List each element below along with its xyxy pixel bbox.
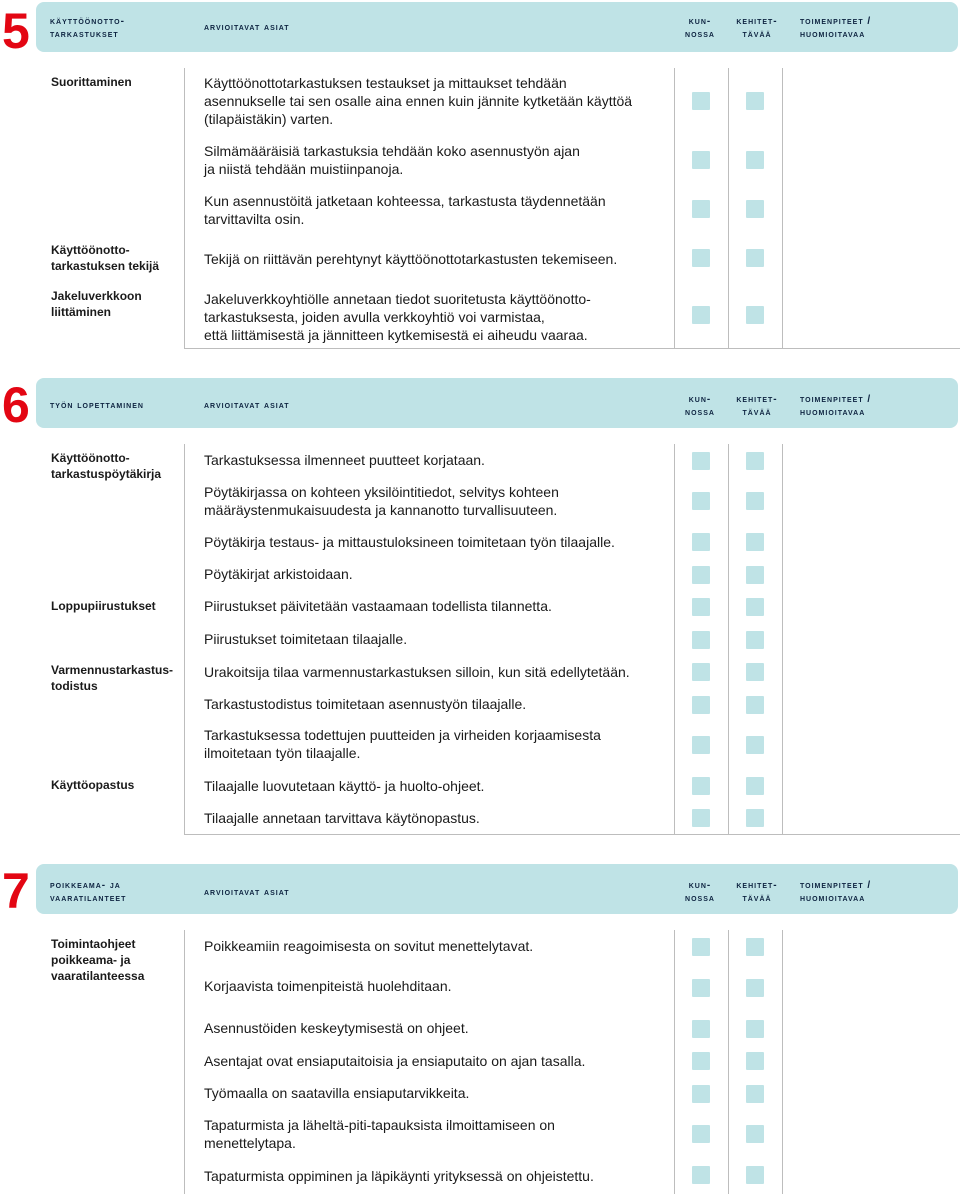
header-kehitettavaa: kehitet- tävää xyxy=(736,394,778,418)
kunnossa-checkbox[interactable] xyxy=(692,1166,710,1184)
kehitettavaa-checkbox[interactable] xyxy=(746,1020,764,1038)
kunnossa-checkbox[interactable] xyxy=(692,777,710,795)
list-item: Tarkastuksessa ilmenneet puutteet korjataan. xyxy=(204,452,485,468)
kehitettavaa-checkbox[interactable] xyxy=(746,663,764,681)
header-toimenpiteet: toimenpiteet / huomioitavaa xyxy=(800,880,872,904)
kehitettavaa-checkbox[interactable] xyxy=(746,452,764,470)
header-items: arvioitavat asiat xyxy=(204,22,290,33)
kunnossa-checkbox[interactable] xyxy=(692,566,710,584)
list-item: Työmaalla on saatavilla ensiaputarvikkeita. xyxy=(204,1085,470,1101)
column-divider xyxy=(782,930,783,1194)
section-7 xyxy=(0,862,960,1194)
header-kehitettavaa: kehitet- tävää xyxy=(736,16,778,40)
list-item: Pöytäkirja testaus- ja mittaustuloksineen toimitetaan työn tilaajalle. xyxy=(204,534,615,550)
list-item: Silmämääräisiä tarkastuksia tehdään koko asennustyön ajan ja niistä tehdään muistiinpanoja. xyxy=(204,143,580,177)
kunnossa-checkbox[interactable] xyxy=(692,533,710,551)
column-divider xyxy=(184,444,185,834)
kehitettavaa-checkbox[interactable] xyxy=(746,566,764,584)
list-item: Tapaturmista ja läheltä-piti-tapauksista ilmoittamiseen on menettelytapa. xyxy=(204,1117,555,1151)
section-6 xyxy=(0,376,960,846)
kunnossa-checkbox[interactable] xyxy=(692,663,710,681)
list-item: Korjaavista toimenpiteistä huolehditaan. xyxy=(204,978,452,994)
header-toimenpiteet: toimenpiteet / huomioitavaa xyxy=(800,394,872,418)
list-item: Tilaajalle annetaan tarvittava käytönopastus. xyxy=(204,810,480,826)
column-divider xyxy=(184,930,185,1194)
section-number: 5 xyxy=(2,3,30,59)
list-item: Tapaturmista oppiminen ja läpikäynti yrityksessä on ohjeistettu. xyxy=(204,1168,594,1184)
kunnossa-checkbox[interactable] xyxy=(692,151,710,169)
header-kunnossa: kun- nossa xyxy=(685,394,715,418)
column-divider xyxy=(782,68,783,348)
list-item: Jakeluverkkoyhtiölle annetaan tiedot suoritetusta käyttöönotto- tarkastuksesta, joiden avulla verkkoyhtiö voi varmistaa, että liittämisestä ja jännitteen kytkemisestä ei aiheudu vaaraa. xyxy=(204,291,591,343)
section-5 xyxy=(0,0,960,360)
list-item: Poikkeamiin reagoimisesta on sovitut menettelytavat. xyxy=(204,938,534,954)
kunnossa-checkbox[interactable] xyxy=(692,1085,710,1103)
kehitettavaa-checkbox[interactable] xyxy=(746,938,764,956)
kehitettavaa-checkbox[interactable] xyxy=(746,1166,764,1184)
header-items: arvioitavat asiat xyxy=(204,400,290,411)
section-header-band xyxy=(36,2,958,52)
list-item: Tarkastustodistus toimitetaan asennustyön tilaajalle. xyxy=(204,696,527,712)
kunnossa-checkbox[interactable] xyxy=(692,452,710,470)
column-divider xyxy=(184,68,185,348)
column-divider xyxy=(674,444,675,834)
kehitettavaa-checkbox[interactable] xyxy=(746,92,764,110)
list-item: Käyttöönottotarkastuksen testaukset ja mittaukset tehdään asennukselle tai sen osalle aina ennen kuin jännite kytketään käyttöä (tilapäistäkin) varten. xyxy=(204,75,633,127)
header-items: arvioitavat asiat xyxy=(204,887,290,898)
header-kunnossa: kun- nossa xyxy=(685,880,715,904)
kunnossa-checkbox[interactable] xyxy=(692,1125,710,1143)
row-divider xyxy=(184,834,960,835)
kehitettavaa-checkbox[interactable] xyxy=(746,777,764,795)
kunnossa-checkbox[interactable] xyxy=(692,306,710,324)
section-number: 6 xyxy=(2,377,30,433)
kehitettavaa-checkbox[interactable] xyxy=(746,1125,764,1143)
kehitettavaa-checkbox[interactable] xyxy=(746,1052,764,1070)
header-category: poikkeama- ja vaaratilanteet xyxy=(50,880,127,904)
list-item: Urakoitsija tilaa varmennustarkastuksen silloin, kun sitä edellytetään. xyxy=(204,664,630,680)
kunnossa-checkbox[interactable] xyxy=(692,1020,710,1038)
kehitettavaa-checkbox[interactable] xyxy=(746,696,764,714)
section-header-band xyxy=(36,378,958,428)
kunnossa-checkbox[interactable] xyxy=(692,938,710,956)
column-divider xyxy=(728,68,729,348)
category-label: Käyttöopastus xyxy=(51,778,135,792)
kehitettavaa-checkbox[interactable] xyxy=(746,533,764,551)
header-category: käyttöönotto- tarkastukset xyxy=(50,16,125,40)
list-item: Pöytäkirjassa on kohteen yksilöintitiedot, selvitys kohteen määräystenmukaisuudesta ja kannanotto turvallisuuteen. xyxy=(204,484,559,518)
kehitettavaa-checkbox[interactable] xyxy=(746,979,764,997)
section-number: 7 xyxy=(2,863,30,919)
kunnossa-checkbox[interactable] xyxy=(692,1052,710,1070)
column-divider xyxy=(728,444,729,834)
section-header-band xyxy=(36,864,958,914)
list-item: Tekijä on riittävän perehtynyt käyttöönottotarkastusten tekemiseen. xyxy=(204,251,618,267)
kunnossa-checkbox[interactable] xyxy=(692,736,710,754)
column-divider xyxy=(674,930,675,1194)
header-category: työn lopettaminen xyxy=(50,400,144,411)
category-label: Suorittaminen xyxy=(51,75,132,89)
list-item: Tarkastuksessa todettujen puutteiden ja virheiden korjaamisesta ilmoitetaan työn tilaajalle. xyxy=(204,727,601,761)
row-divider xyxy=(184,348,960,349)
kunnossa-checkbox[interactable] xyxy=(692,696,710,714)
kunnossa-checkbox[interactable] xyxy=(692,249,710,267)
column-divider xyxy=(782,444,783,834)
kunnossa-checkbox[interactable] xyxy=(692,631,710,649)
kehitettavaa-checkbox[interactable] xyxy=(746,1085,764,1103)
kehitettavaa-checkbox[interactable] xyxy=(746,306,764,324)
kunnossa-checkbox[interactable] xyxy=(692,979,710,997)
category-label: Käyttöönotto- tarkastuksen tekijä xyxy=(51,243,160,273)
list-item: Asentajat ovat ensiaputaitoisia ja ensiaputaito on ajan tasalla. xyxy=(204,1053,586,1069)
kunnossa-checkbox[interactable] xyxy=(692,200,710,218)
header-kehitettavaa: kehitet- tävää xyxy=(736,880,778,904)
category-label: Jakeluverkkoon liittäminen xyxy=(51,289,142,319)
list-item: Pöytäkirjat arkistoidaan. xyxy=(204,566,353,582)
kehitettavaa-checkbox[interactable] xyxy=(746,200,764,218)
category-label: Käyttöönotto- tarkastuspöytäkirja xyxy=(51,451,162,481)
category-label: Varmennustarkastus- todistus xyxy=(51,663,174,693)
kunnossa-checkbox[interactable] xyxy=(692,809,710,827)
kehitettavaa-checkbox[interactable] xyxy=(746,492,764,510)
list-item: Kun asennustöitä jatketaan kohteessa, tarkastusta täydennetään tarvittavilta osin. xyxy=(204,193,606,227)
kunnossa-checkbox[interactable] xyxy=(692,92,710,110)
kunnossa-checkbox[interactable] xyxy=(692,492,710,510)
list-item: Asennustöiden keskeytymisestä on ohjeet. xyxy=(204,1020,469,1036)
column-divider xyxy=(728,930,729,1194)
kehitettavaa-checkbox[interactable] xyxy=(746,631,764,649)
category-label: Toimintaohjeet poikkeama- ja vaaratilanteessa xyxy=(51,937,145,983)
kehitettavaa-checkbox[interactable] xyxy=(746,736,764,754)
column-divider xyxy=(674,68,675,348)
header-toimenpiteet: toimenpiteet / huomioitavaa xyxy=(800,16,872,40)
kehitettavaa-checkbox[interactable] xyxy=(746,151,764,169)
list-item: Tilaajalle luovutetaan käyttö- ja huolto-ohjeet. xyxy=(204,778,485,794)
list-item: Piirustukset päivitetään vastaamaan todellista tilannetta. xyxy=(204,598,552,614)
category-label: Loppupiirustukset xyxy=(51,599,156,613)
header-kunnossa: kun- nossa xyxy=(685,16,715,40)
kehitettavaa-checkbox[interactable] xyxy=(746,809,764,827)
list-item: Piirustukset toimitetaan tilaajalle. xyxy=(204,631,408,647)
kunnossa-checkbox[interactable] xyxy=(692,598,710,616)
kehitettavaa-checkbox[interactable] xyxy=(746,249,764,267)
kehitettavaa-checkbox[interactable] xyxy=(746,598,764,616)
